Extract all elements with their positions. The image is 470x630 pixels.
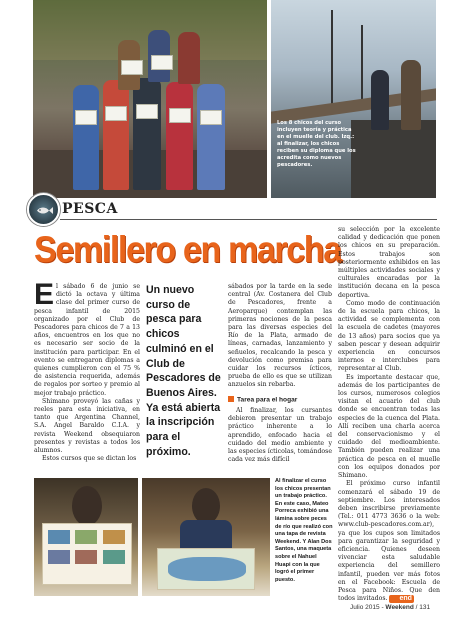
end-mark: end bbox=[389, 595, 413, 603]
section-logo bbox=[27, 193, 60, 226]
article-headline: Semillero en marcha bbox=[34, 229, 341, 270]
section-divider bbox=[60, 219, 437, 220]
top-photo-caption: Los 8 chicos del curso incluyen teoría y práctica en el muelle del club. Izq.: al finalizar, los chicos reciben su diploma que los acredita como nuevos pescadores. bbox=[277, 120, 356, 168]
student-poster-photo bbox=[34, 478, 138, 596]
bottom-photo-caption: Al finalizar el curso los chicos presentan un trabajo práctico. En este caso, Mateo Porreca exhibió una lámina sobre peces de río que realizó con una tapa de revista Weekend. Y Alan Dos Santos, una maqueta sobre el Nahuel Huapi con la que logró el primer puesto. bbox=[275, 478, 333, 583]
footer-magazine: Weekend bbox=[385, 604, 414, 611]
square-bullet-icon bbox=[228, 396, 234, 402]
paragraph: Como modo de continuación de la escuela para chicos, la actividad se complementa con la escuela de cadetes (mayores de 13 años) para socios que ya saben pescar y desean adquirir experiencia en concursos internos e interclubes para representar al Club. bbox=[338, 299, 440, 373]
subheading-text: Tarea para el hogar bbox=[237, 396, 298, 404]
paragraph: Es importante destacar que, además de los participantes de los cursos, numerosos colegios visitan el acuario del club donde se encuentran todas las especies de la cuenca del Plata. Allí reciben una charla acerca del conservacionismo y el cuidado del medioambiente. También pueden realizar una práctica de pesca en el muelle con los equipos donados por Shimano. bbox=[338, 373, 440, 480]
page-footer bbox=[350, 604, 430, 611]
student-model-photo bbox=[142, 478, 270, 596]
paragraph: Al finalizar, los cursantes debieron presentar un trabajo práctico inherente a lo aprendido, enfocado hacia el cuidado del medio ambiente y las especies ícticolas, tomándose cada vez más difícil bbox=[228, 407, 332, 464]
drop-cap: E bbox=[34, 278, 55, 311]
page-number: / 131 bbox=[413, 604, 431, 611]
article-column-1 bbox=[34, 278, 140, 463]
article-column-3 bbox=[338, 226, 440, 603]
footer-issue: Julio 2015 - bbox=[350, 604, 386, 611]
subheading bbox=[228, 396, 297, 404]
article-column-2 bbox=[228, 283, 332, 390]
paragraph: Estos cursos que se dictan los bbox=[42, 455, 137, 463]
kids-with-diplomas-photo bbox=[33, 0, 267, 198]
paragraph-text: El próximo curso infantil comenzará el sábado 19 de septiembre. Los interesados deben inscribirse previamente (Tel.: 011 4773 3636 o la web: www.club-pescadores.com.ar), ya que los cupos son limitados para garantizar la seguridad y eficiencia. Quienes deseen vivenciar esta saludable experiencia del semillero infantil, pueden ver más fotos en el Facebook: Escuela de Pesca para Niños. Que den todos invitados. bbox=[338, 480, 440, 603]
article-column-2-continued bbox=[228, 407, 332, 464]
paragraph bbox=[338, 480, 440, 603]
paragraph: sábados por la tarde en la sede central (Av. Costanera del Club de Pescadores, frente a Aeroparque) contemplan las primeras nociones de la pesca para las diversas especies del Río de la Plata, armado de líneas, carnadas, lanzamiento y señuelos, recalcando la pesca y devolución como premisa para cuidar los recursos ícticos, prueba de ello es que se utilizan anzuelos sin rebarba. bbox=[228, 283, 332, 389]
section-label: PESCA bbox=[62, 201, 118, 217]
paragraph-text: l sábado 6 de junio se dictó la octava y última clase del primer curso de pesca infantil de 2015 organizado por el Club de Pescadores para chicos de 7 a 13 años, encuentros en los que no es necesario ser socio de la institución para participar. En el evento se entregaron diplomas a quienes cumplieron con el 75 % de asistencia requerida, además de regalos por sorteo y premio al mejor trabajo práctico. bbox=[34, 283, 140, 397]
paragraph: Shimano proveyó las cañas y reeles para esta iniciativa, en tanto que Argentina Channel, S.A. Angel Baraldo C.I.A. y revista Weekend obsequiaron presentes y revistas a todos los alumnos. bbox=[34, 397, 140, 455]
pull-quote: Un nuevo curso de pesca para chicos culminó en el Club de Pescadores de Buenos Aires. Ya está abierta la inscripción para el próximo. bbox=[146, 284, 221, 458]
paragraph: su selección por la excelente calidad y dedicación que ponen los chicos en su preparación. Estos trabajos son posteriormente exhibidos en las múltiples actividades sociales y culturales encaradas por la institución decana en la pesca deportiva. bbox=[338, 226, 440, 299]
fish-icon bbox=[36, 206, 53, 215]
paragraph bbox=[34, 278, 140, 398]
